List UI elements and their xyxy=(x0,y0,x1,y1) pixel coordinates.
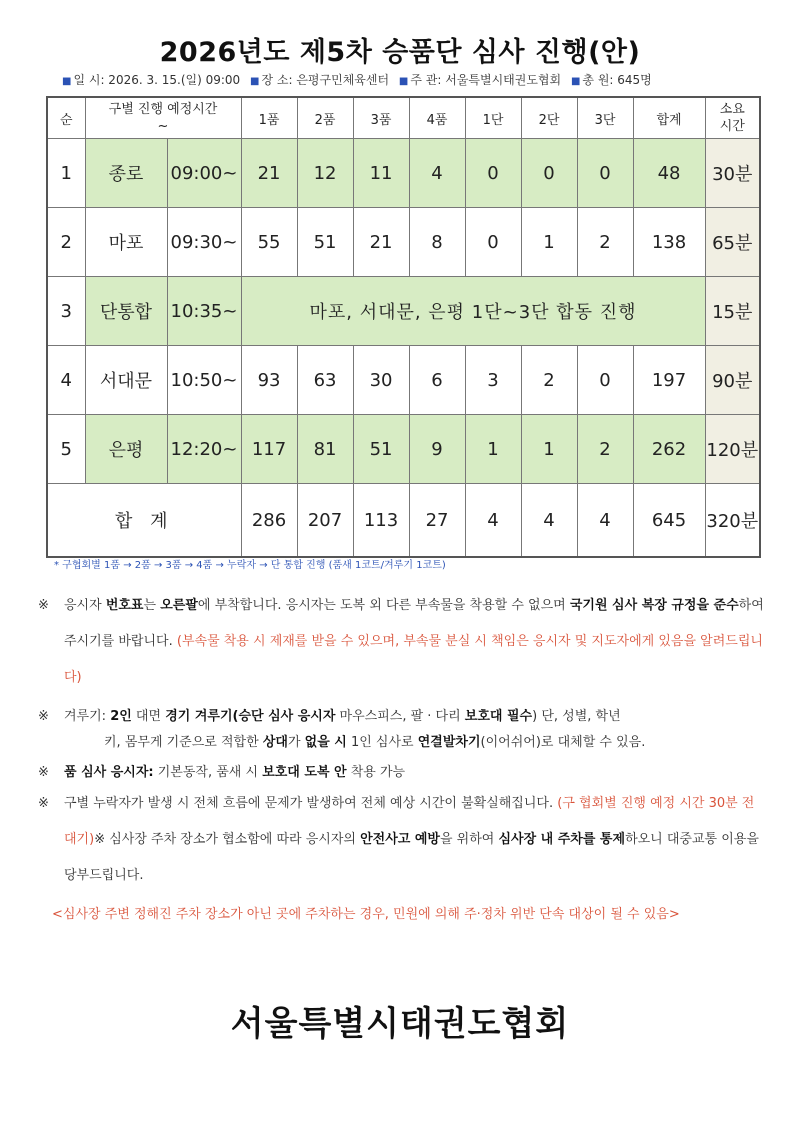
info-line xyxy=(62,71,658,88)
row-p2: 51 xyxy=(297,208,353,277)
row-p3: 30 xyxy=(353,346,409,415)
row-d3: 2 xyxy=(577,208,633,277)
header-p4: 4품 xyxy=(409,97,465,139)
total-duration: 320분 xyxy=(705,484,760,558)
header-district-time: 구별 진행 예정시간 ~ xyxy=(85,97,241,139)
reference-mark-icon: ※ xyxy=(38,598,49,613)
row-p4: 8 xyxy=(409,208,465,277)
row-d3: 0 xyxy=(577,139,633,208)
row-district: 은평 xyxy=(85,415,167,484)
table-footnote: * 구협회별 1품 → 2품 → 3품 → 4품 → 누락자 → 단 통합 진행 (품새 1코트/겨루기 1코트) xyxy=(54,560,446,571)
schedule-table xyxy=(46,96,761,558)
table-row xyxy=(47,415,760,484)
row-time: 10:50~ xyxy=(167,346,241,415)
row-district: 서대문 xyxy=(85,346,167,415)
total-d3: 4 xyxy=(577,484,633,558)
row-p3: 11 xyxy=(353,139,409,208)
row-duration: 15분 xyxy=(705,277,760,346)
row-p1: 55 xyxy=(241,208,297,277)
table-header-row xyxy=(47,97,760,139)
total-d1: 4 xyxy=(465,484,521,558)
row-d2: 1 xyxy=(521,208,577,277)
row-d1: 0 xyxy=(465,139,521,208)
info-place: 장 소: 은평구민체육센터 xyxy=(261,73,390,87)
row-sum: 48 xyxy=(633,139,705,208)
total-sum: 645 xyxy=(633,484,705,558)
row-district: 단통합 xyxy=(85,277,167,346)
row-duration: 65분 xyxy=(705,208,760,277)
row-d1: 1 xyxy=(465,415,521,484)
reference-mark-icon: ※ xyxy=(38,709,49,724)
square-bullet-icon: ■ xyxy=(570,76,581,87)
row-p2: 63 xyxy=(297,346,353,415)
notice-item: ※ 겨루기: 2인 대면 경기 겨루기(승단 심사 응시자 마우스피스, 팔 · 다리 보호대 필수) 단, 성별, 학년 xyxy=(38,704,768,730)
row-p1: 21 xyxy=(241,139,297,208)
row-p3: 51 xyxy=(353,415,409,484)
total-p3: 113 xyxy=(353,484,409,558)
row-p2: 12 xyxy=(297,139,353,208)
notice-item: ※ 품 심사 응시자: 기본동작, 품새 시 보호대 도복 안 착용 가능 xyxy=(38,760,768,786)
row-time: 09:30~ xyxy=(167,208,241,277)
header-d1: 1단 xyxy=(465,97,521,139)
table-row xyxy=(47,277,760,346)
info-date: 일 시: 2026. 3. 15.(일) 09:00 xyxy=(73,73,241,87)
header-p2: 2품 xyxy=(297,97,353,139)
row-p3: 21 xyxy=(353,208,409,277)
row-sum: 197 xyxy=(633,346,705,415)
organization-name: 서울특별시태권도협회 xyxy=(230,1004,570,1044)
notice-item-continued: 키, 몸무게 기준으로 적합한 상대가 없을 시 1인 심사로 연결발차기(이어쉬어)로 대체할 수 있음. xyxy=(104,735,646,750)
row-p4: 9 xyxy=(409,415,465,484)
row-seq: 2 xyxy=(47,208,85,277)
info-host: 주 관: 서울특별시태권도협회 xyxy=(410,73,562,87)
row-d1: 0 xyxy=(465,208,521,277)
row-d2: 0 xyxy=(521,139,577,208)
row-time: 12:20~ xyxy=(167,415,241,484)
total-p1: 286 xyxy=(241,484,297,558)
notice-item: ※ 구별 누락자가 발생 시 전체 흐름에 문제가 발생하여 전체 예상 시간이 불확실해집니다. (구 협회별 진행 예정 시간 30분 전 대기)※ 심사장 주차 장소가 협소함에 따라 응시자의 안전사고 예방을 위하여 심사장 내 주차를 통제하오니 대중교통 이용을 당부드립니다. xyxy=(38,786,768,894)
row-duration: 30분 xyxy=(705,139,760,208)
table-row xyxy=(47,346,760,415)
row-duration: 90분 xyxy=(705,346,760,415)
square-bullet-icon: ■ xyxy=(250,76,260,87)
header-p3: 3품 xyxy=(353,97,409,139)
header-seq: 순 xyxy=(47,97,85,139)
row-seq: 4 xyxy=(47,346,85,415)
row-duration: 120분 xyxy=(705,415,760,484)
total-p4: 27 xyxy=(409,484,465,558)
table-row xyxy=(47,208,760,277)
total-d2: 4 xyxy=(521,484,577,558)
header-d3: 3단 xyxy=(577,97,633,139)
row-d3: 2 xyxy=(577,415,633,484)
row-p4: 4 xyxy=(409,139,465,208)
row-d2: 1 xyxy=(521,415,577,484)
row-p1: 93 xyxy=(241,346,297,415)
header-p1: 1품 xyxy=(241,97,297,139)
reference-mark-icon: ※ xyxy=(38,796,49,811)
notice-section xyxy=(38,588,768,932)
reference-mark-icon: ※ xyxy=(38,765,49,780)
page-title: 2026년도 제5차 승품단 심사 진행(안) xyxy=(159,37,641,68)
row-d2: 2 xyxy=(521,346,577,415)
table-total-row xyxy=(47,484,760,558)
row-seq: 1 xyxy=(47,139,85,208)
total-label: 합 계 xyxy=(47,484,241,558)
info-total: 총 원: 645명 xyxy=(582,73,652,87)
header-sum: 합계 xyxy=(633,97,705,139)
row-sum: 262 xyxy=(633,415,705,484)
total-p2: 207 xyxy=(297,484,353,558)
row-seq: 3 xyxy=(47,277,85,346)
row-district: 종로 xyxy=(85,139,167,208)
row-p1: 117 xyxy=(241,415,297,484)
row-p4: 6 xyxy=(409,346,465,415)
header-duration: 소요 시간 xyxy=(705,97,760,139)
row-seq: 5 xyxy=(47,415,85,484)
square-bullet-icon: ■ xyxy=(62,76,72,87)
row-district: 마포 xyxy=(85,208,167,277)
table-row xyxy=(47,139,760,208)
row-time: 10:35~ xyxy=(167,277,241,346)
row-p2: 81 xyxy=(297,415,353,484)
square-bullet-icon: ■ xyxy=(398,76,409,87)
row-sum: 138 xyxy=(633,208,705,277)
row-d3: 0 xyxy=(577,346,633,415)
notice-warning-text: (부속물 착용 시 제재를 받을 수 있으며, 부속물 분실 시 책임은 응시자 및 지도자에게 있음을 알려드립니다) xyxy=(64,634,763,685)
row-d1: 3 xyxy=(465,346,521,415)
row-joint-session: 마포, 서대문, 은평 1단~3단 합동 진행 xyxy=(241,277,705,346)
parking-warning: <심사장 주변 정해진 주차 장소가 아닌 곳에 주차하는 경우, 민원에 의해 주·정차 위반 단속 대상이 될 수 있음> xyxy=(52,907,680,922)
row-time: 09:00~ xyxy=(167,139,241,208)
notice-item: ※ 응시자 번호표는 오른팔에 부착합니다. 응시자는 도복 외 다른 부속물을 착용할 수 없으며 국기원 심사 복장 규정을 준수하여 주시기를 바랍니다. (부속물 착용 시 제재를 받을 수 있으며, 부속물 분실 시 책임은 응시자 및 지도자에게 있음을 알려드립니다) xyxy=(38,588,768,696)
header-d2: 2단 xyxy=(521,97,577,139)
